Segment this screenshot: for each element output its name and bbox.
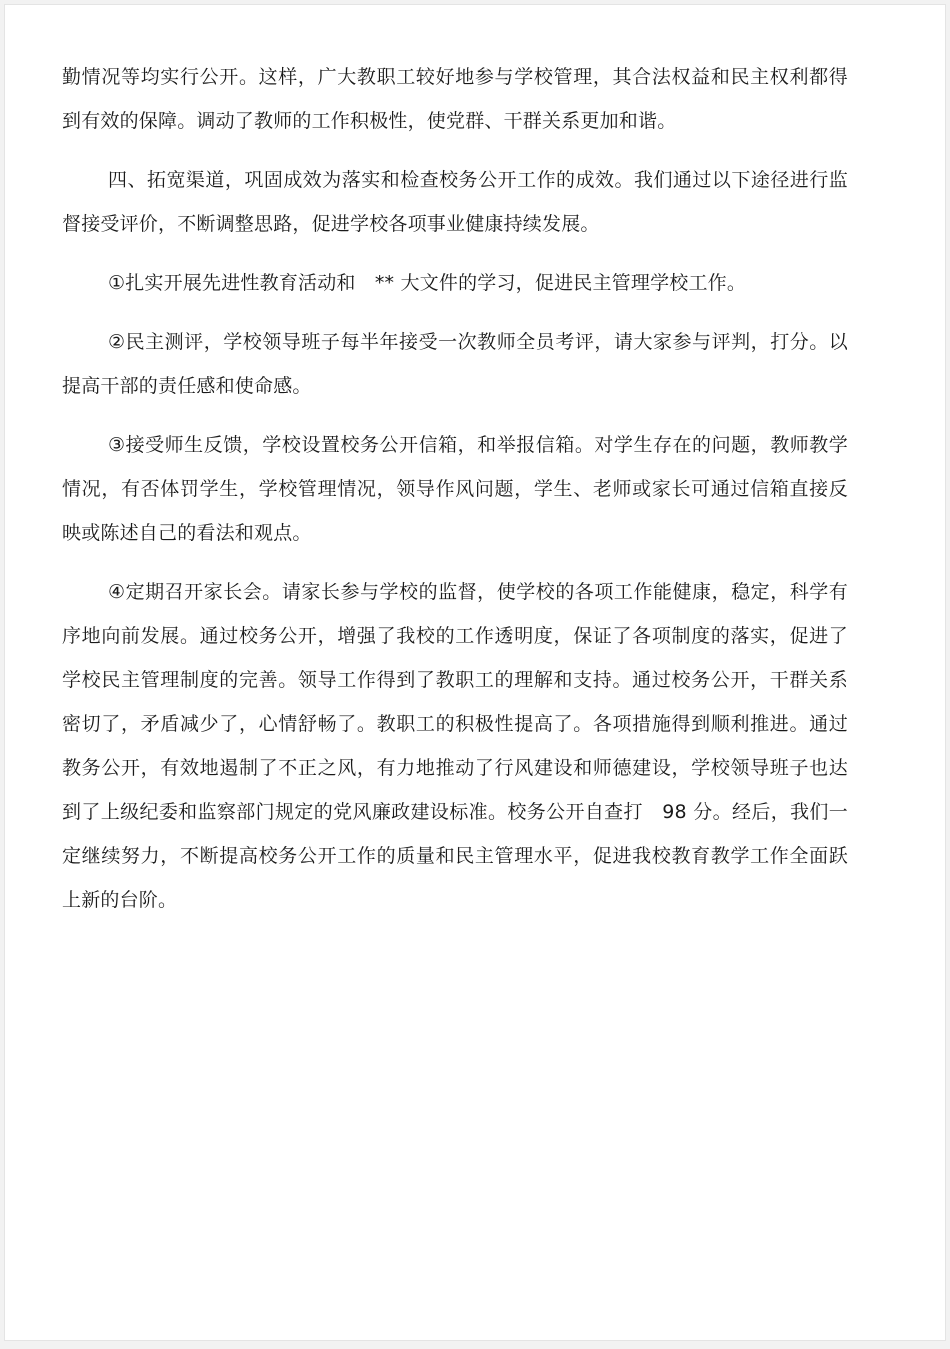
paragraph-item-3: ③接受师生反馈，学校设置校务公开信箱，和举报信箱。对学生存在的问题，教师教学情况，有否体罚学生，学校管理情况，领导作风问题，学生、老师或家长可通过信箱直接反映或陈述自己的看法和观点。: [62, 434, 848, 544]
document-body: [62, 55, 848, 937]
document-page: [4, 4, 946, 1341]
paragraph-section-four: 四、拓宽渠道，巩固成效为落实和检查校务公开工作的成效。我们通过以下途径进行监督接受评价，不断调整思路，促进学校各项事业健康持续发展。: [62, 169, 848, 235]
paragraph-continued: 勤情况等均实行公开。这样，广大教职工较好地参与学校管理，其合法权益和民主权利都得到有效的保障。调动了教师的工作积极性，使党群、干群关系更加和谐。: [62, 66, 848, 132]
paragraph-item-1: ①扎实开展先进性教育活动和 ** 大文件的学习，促进民主管理学校工作。: [108, 272, 747, 294]
paragraph-item-4: ④定期召开家长会。请家长参与学校的监督，使学校的各项工作能健康，稳定，科学有序地向前发展。通过校务公开，增强了我校的工作透明度，保证了各项制度的落实，促进了学校民主管理制度的完善。领导工作得到了教职工的理解和支持。通过校务公开，干群关系密切了，矛盾减少了，心情舒畅了。教职工的积极性提高了。各项措施得到顺利推进。通过教务公开，有效地遏制了不正之风，有力地推动了行风建设和师德建设，学校领导班子也达到了上级纪委和监察部门规定的党风廉政建设标准。校务公开自查打 98 分。经后，我们一定继续努力，不断提高校务公开工作的质量和民主管理水平，促进我校教育教学工作全面跃上新的台阶。: [62, 581, 848, 911]
paragraph-item-2: ②民主测评，学校领导班子每半年接受一次教师全员考评，请大家参与评判，打分。以提高干部的责任感和使命感。: [62, 331, 848, 397]
